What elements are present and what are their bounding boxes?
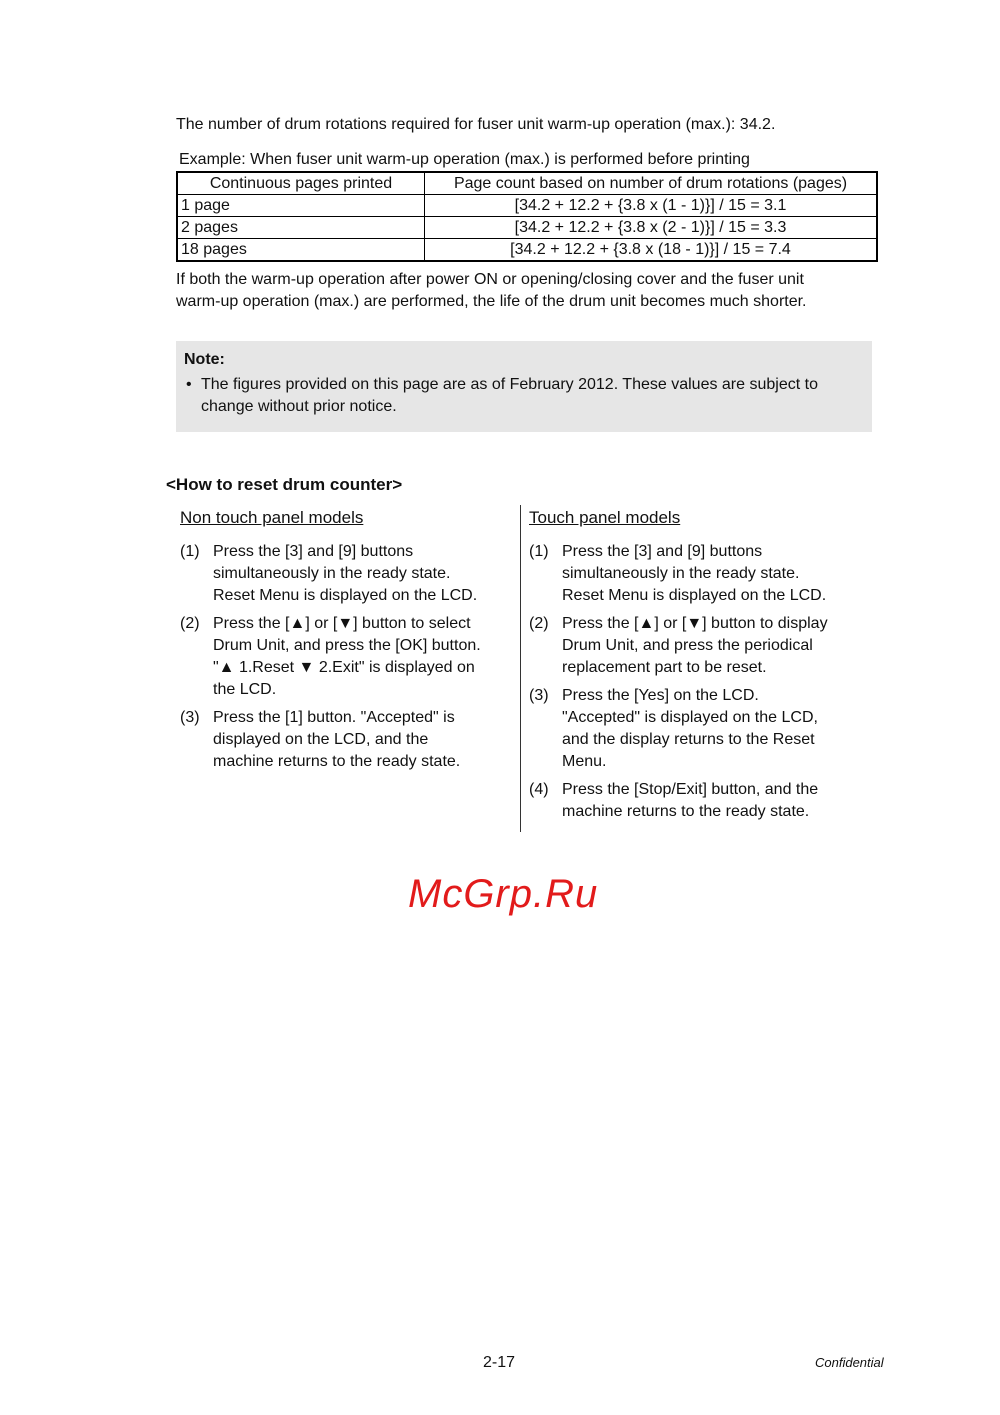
table-header: Continuous pages printed xyxy=(177,172,425,195)
step-line: Reset Menu is displayed on the LCD. xyxy=(213,587,478,604)
column-divider xyxy=(520,505,521,832)
table-caption: Example: When fuser unit warm-up operation (max.) is performed before printing xyxy=(179,151,750,168)
step-line: and the display returns to the Reset xyxy=(562,731,815,748)
intro-text: The number of drum rotations required for fuser unit warm-up operation (max.): 34.2. xyxy=(176,116,776,133)
step-line: simultaneously in the ready state. xyxy=(562,565,800,582)
paragraph-line: If both the warm-up operation after power ON or opening/closing cover and the fuser unit xyxy=(176,271,804,288)
bullet: • xyxy=(186,376,192,393)
step-number: (1) xyxy=(180,543,200,560)
step-line: Drum Unit, and press the [OK] button. xyxy=(213,637,481,654)
section-title: <How to reset drum counter> xyxy=(166,475,403,494)
table-cell: [34.2 + 12.2 + {3.8 x (1 - 1)}] / 15 = 3.1 xyxy=(425,195,878,217)
warning-paragraph xyxy=(176,269,807,313)
step-line: replacement part to be reset. xyxy=(562,659,767,676)
step-number: (1) xyxy=(529,543,549,560)
watermark: McGrp.Ru xyxy=(408,872,599,916)
step-line: "Accepted" is displayed on the LCD, xyxy=(562,709,818,726)
table-cell: [34.2 + 12.2 + {3.8 x (18 - 1)}] / 15 = 7.4 xyxy=(425,239,878,262)
touch-heading: Touch panel models xyxy=(529,508,681,527)
step-line: Press the [▲] or [▼] button to display xyxy=(562,615,828,632)
step-line: Drum Unit, and press the periodical xyxy=(562,637,813,654)
table-cell: [34.2 + 12.2 + {3.8 x (2 - 1)}] / 15 = 3.3 xyxy=(425,217,878,239)
step-line: Press the [Yes] on the LCD. xyxy=(562,687,759,704)
table-cell: 18 pages xyxy=(177,239,425,262)
confidential-label: Confidential xyxy=(815,1355,884,1370)
paragraph-line: warm-up operation (max.) are performed, the life of the drum unit becomes much shorter. xyxy=(176,293,807,310)
step-line: Reset Menu is displayed on the LCD. xyxy=(562,587,827,604)
note-line: The figures provided on this page are as of February 2012. These values are subject to xyxy=(201,376,818,393)
non-touch-heading: Non touch panel models xyxy=(180,508,364,527)
table-row xyxy=(177,195,877,217)
step-number: (2) xyxy=(529,615,549,632)
table-cell: 1 page xyxy=(177,195,425,217)
step-line: Press the [▲] or [▼] button to select xyxy=(213,615,471,632)
note-title: Note: xyxy=(184,351,225,368)
page-number: 2-17 xyxy=(483,1354,516,1371)
step-number: (3) xyxy=(529,687,549,704)
table-row xyxy=(177,217,877,239)
step-number: (2) xyxy=(180,615,200,632)
step-line: Press the [3] and [9] buttons xyxy=(213,543,414,560)
table-row xyxy=(177,239,877,262)
step-number: (4) xyxy=(529,781,549,798)
step-line: the LCD. xyxy=(213,681,277,698)
step-line: machine returns to the ready state. xyxy=(213,753,461,770)
step-line: Menu. xyxy=(562,753,607,770)
step-line: Press the [Stop/Exit] button, and the xyxy=(562,781,819,798)
note-line: change without prior notice. xyxy=(201,398,397,415)
step-line: machine returns to the ready state. xyxy=(562,803,810,820)
table-header-row xyxy=(177,172,877,195)
step-line: simultaneously in the ready state. xyxy=(213,565,451,582)
step-line: Press the [1] button. "Accepted" is xyxy=(213,709,455,726)
step-line: displayed on the LCD, and the xyxy=(213,731,429,748)
table-header: Page count based on number of drum rotations (pages) xyxy=(425,172,878,195)
drum-rotation-table xyxy=(176,171,878,262)
step-number: (3) xyxy=(180,709,200,726)
note-box xyxy=(176,341,872,432)
table-cell: 2 pages xyxy=(177,217,425,239)
step-line: "▲ 1.Reset ▼ 2.Exit" is displayed on xyxy=(213,659,475,676)
step-line: Press the [3] and [9] buttons xyxy=(562,543,763,560)
